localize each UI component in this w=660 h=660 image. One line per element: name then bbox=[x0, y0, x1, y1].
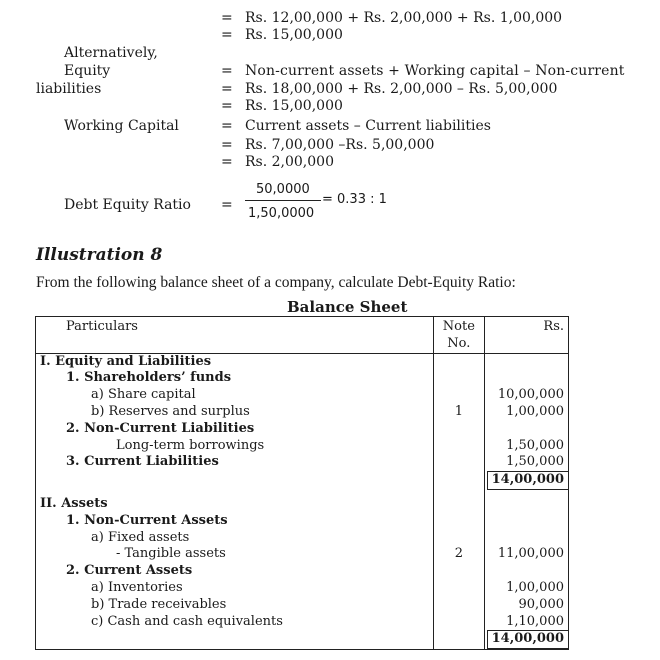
header-note-line2: No. bbox=[447, 335, 471, 351]
particulars-cell bbox=[36, 353, 434, 496]
equals-sign: = bbox=[221, 98, 233, 114]
line-item: b) Reserves and surplus bbox=[91, 403, 250, 419]
calc-line-1: Rs. 12,00,000 + Rs. 2,00,000 + Rs. 1,00,000 bbox=[245, 10, 563, 26]
total-value: 14,00,000 bbox=[487, 630, 568, 649]
table-header-row bbox=[36, 317, 569, 354]
header-amount bbox=[484, 317, 568, 354]
amount-value: 1,10,000 bbox=[506, 613, 564, 629]
line-item: b) Trade receivables bbox=[91, 596, 227, 612]
amount-value: 1,00,000 bbox=[506, 579, 564, 595]
equity-label: Equity bbox=[64, 63, 111, 79]
equity-formula: Non-current assets + Working capital – Non-current bbox=[245, 63, 625, 79]
amount-value: 1,00,000 bbox=[506, 403, 564, 419]
equals-sign: = bbox=[221, 137, 233, 153]
header-note-no bbox=[434, 317, 485, 354]
amount-value: 11,00,000 bbox=[497, 546, 564, 562]
particulars-cell bbox=[36, 496, 434, 650]
calc-line-7: Rs. 7,00,000 –Rs. 5,00,000 bbox=[245, 137, 435, 153]
equals-sign: = bbox=[221, 27, 233, 43]
note-cell bbox=[434, 353, 485, 496]
note-number: 2 bbox=[454, 546, 463, 562]
line-item: a) Inventories bbox=[91, 579, 183, 595]
fraction-bar bbox=[245, 200, 321, 201]
subsection-title: 3. Current Liabilities bbox=[66, 454, 219, 470]
illustration-heading: Illustration 8 bbox=[36, 245, 163, 265]
table-section-assets bbox=[36, 496, 569, 650]
line-item: - Tangible assets bbox=[116, 546, 226, 562]
line-item: a) Fixed assets bbox=[91, 529, 190, 545]
equals-sign: = bbox=[221, 10, 233, 26]
spacer bbox=[36, 630, 433, 647]
line-item: a) Share capital bbox=[91, 387, 196, 403]
header-particulars: Particulars bbox=[36, 317, 434, 354]
calc-line-8: Rs. 2,00,000 bbox=[245, 154, 334, 170]
amount-value: 10,00,000 bbox=[497, 387, 564, 403]
table-title: Balance Sheet bbox=[287, 298, 408, 316]
subsection-title: 2. Current Assets bbox=[66, 563, 193, 579]
calc-line-4: Rs. 18,00,000 + Rs. 2,00,000 – Rs. 5,00,000 bbox=[245, 81, 558, 97]
header-rs: Rs. bbox=[543, 319, 564, 334]
ratio-result: = 0.33 : 1 bbox=[322, 192, 387, 207]
equals-sign: = bbox=[221, 197, 233, 213]
subsection-title: 1. Shareholders’ funds bbox=[66, 370, 232, 386]
header-note-line1: Note bbox=[442, 319, 475, 334]
debt-equity-ratio-label: Debt Equity Ratio bbox=[64, 197, 191, 213]
subsection-title: 1. Non-Current Assets bbox=[66, 512, 228, 528]
liabilities-label: liabilities bbox=[36, 81, 102, 97]
spacer bbox=[36, 471, 433, 488]
note-number: 1 bbox=[454, 403, 463, 419]
equals-sign: = bbox=[221, 81, 233, 97]
line-item: c) Cash and cash equivalents bbox=[91, 613, 283, 629]
working-capital-label: Working Capital bbox=[64, 118, 179, 134]
equals-sign: = bbox=[221, 154, 233, 170]
amount-value: 1,50,000 bbox=[506, 454, 564, 470]
fraction-numerator: 50,0000 bbox=[256, 182, 310, 197]
amount-value: 90,000 bbox=[518, 596, 564, 612]
fraction-denominator: 1,50,0000 bbox=[248, 206, 315, 221]
balance-sheet-table bbox=[35, 316, 569, 650]
calc-line-5: Rs. 15,00,000 bbox=[245, 98, 343, 114]
equals-sign: = bbox=[221, 118, 233, 134]
section-title: I. Equity and Liabilities bbox=[40, 353, 212, 369]
total-value: 14,00,000 bbox=[487, 471, 568, 490]
calc-line-2: Rs. 15,00,000 bbox=[245, 27, 343, 43]
question-text: From the following balance sheet of a company, calculate Debt-Equity Ratio: bbox=[36, 274, 516, 291]
alternatively-label: Alternatively, bbox=[64, 45, 158, 61]
amount-cell bbox=[484, 496, 568, 650]
working-capital-formula: Current assets – Current liabilities bbox=[245, 118, 491, 134]
subsection-title: 2. Non-Current Liabilities bbox=[66, 420, 255, 436]
amount-value: 1,50,000 bbox=[506, 437, 564, 453]
note-cell bbox=[434, 496, 485, 650]
table-section-equity-liabilities bbox=[36, 353, 569, 496]
amount-cell bbox=[484, 353, 568, 496]
equals-sign: = bbox=[221, 63, 233, 79]
section-title: II. Assets bbox=[40, 495, 108, 511]
spacer bbox=[36, 488, 433, 496]
line-item: Long-term borrowings bbox=[116, 437, 265, 453]
